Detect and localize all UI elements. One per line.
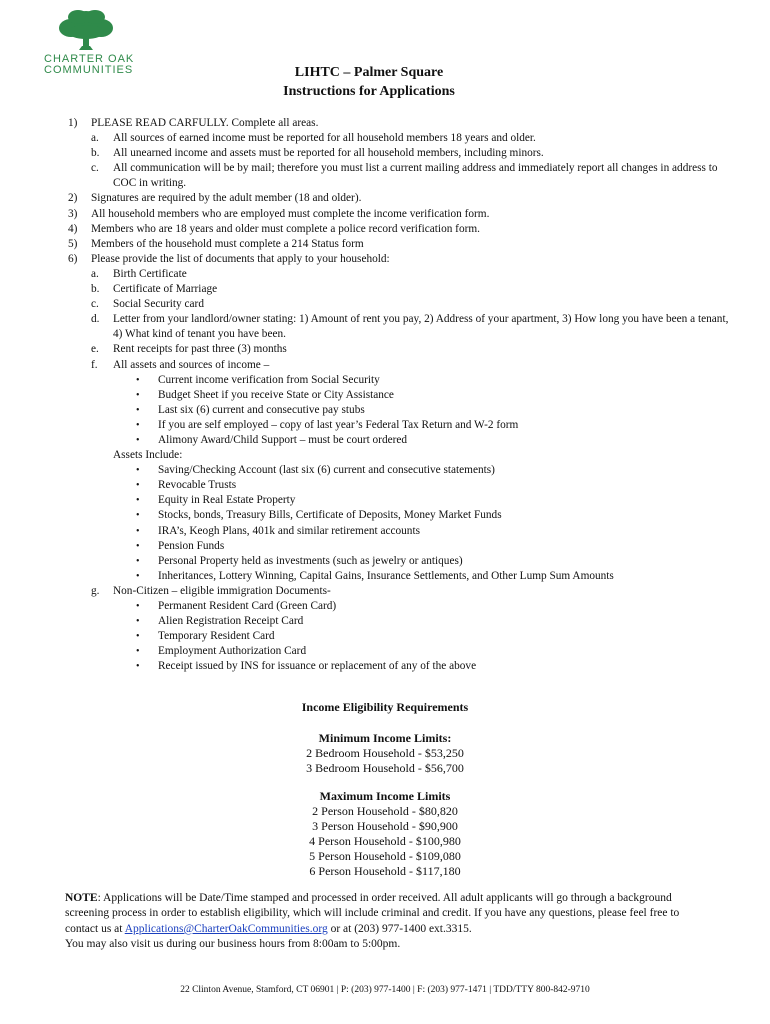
logo-line2: COMMUNITIES: [44, 64, 134, 76]
list-item: [0, 433, 770, 448]
maximum-income-block: [0, 789, 770, 879]
minimum-income-block: [0, 731, 770, 776]
maximum-income-heading: Maximum Income Limits: [319, 789, 451, 803]
assets-heading: [0, 448, 770, 463]
email-link[interactable]: Applications@CharterOakCommunities.org: [124, 922, 328, 935]
bullet-icon: •: [136, 525, 140, 537]
bullet-icon: •: [136, 389, 140, 401]
oak-tree-icon: [51, 8, 121, 54]
maximum-income-line: 6 Person Household - $117,180: [309, 864, 461, 878]
note-hours-text: You may also visit us during our business hours from 8:00am to 5:00pm.: [65, 938, 401, 951]
item-letter: a.: [91, 267, 99, 280]
item-text: Alien Registration Receipt Card: [158, 615, 304, 628]
bullet-icon: •: [136, 465, 140, 477]
maximum-income-line: 5 Person Household - $109,080: [309, 849, 461, 863]
item-letter: a.: [91, 132, 99, 145]
maximum-income-line: 4 Person Household - $100,980: [309, 834, 461, 848]
bullet-icon: •: [136, 570, 140, 582]
list-item: [0, 599, 770, 614]
income-heading: Income Eligibility Requirements: [301, 700, 469, 714]
minimum-income-line: 3 Bedroom Household - $56,700: [306, 761, 464, 775]
list-item: [0, 282, 770, 297]
list-item: [0, 342, 770, 357]
bullet-icon: •: [136, 555, 140, 567]
bullet-icon: •: [136, 601, 140, 612]
item-number: 3): [68, 207, 78, 220]
bullet-icon: •: [136, 480, 140, 492]
list-item: [0, 569, 770, 584]
bullet-icon: •: [136, 495, 140, 507]
list-item: [0, 418, 770, 433]
item-text: All unearned income and assets must be reported for all household members, including minors.: [113, 147, 544, 160]
item-letter: b.: [91, 147, 100, 160]
minimum-income-line: 2 Bedroom Household - $53,250: [306, 746, 464, 760]
item-text: All communication will be by mail; therefore you must list a current mailing address and immediately report all changes in address to COC in writing.: [113, 162, 718, 190]
list-item: [0, 267, 770, 282]
bullet-icon: •: [136, 419, 140, 431]
item-text: IRA’s, Keogh Plans, 401k and similar retirement accounts: [158, 524, 420, 537]
item-number: 1): [68, 117, 78, 129]
bullet-icon: •: [136, 540, 140, 552]
list-item: [0, 508, 770, 523]
logo-line1: CHARTER OAK: [44, 53, 135, 65]
list-item: [0, 191, 770, 206]
list-item: [0, 554, 770, 569]
list-item: [0, 478, 770, 493]
item-text: Social Security card: [113, 298, 204, 311]
item-text: Rent receipts for past three (3) months: [113, 343, 287, 356]
document-subtitle: Instructions for Applications: [283, 84, 455, 99]
item-text: Pension Funds: [158, 539, 225, 552]
list-item: [0, 161, 770, 191]
item-text: Members who are 18 years and older must complete a police record verification form.: [91, 222, 480, 235]
list-item: [0, 312, 770, 342]
minimum-income-heading: Minimum Income Limits:: [318, 731, 452, 745]
item-text: Birth Certificate: [113, 267, 187, 280]
item-text: Employment Authorization Card: [158, 645, 307, 658]
note-text: : Applications will be Date/Time stamped and processed in order received. All adult applicants will go through a background screening process in order to establish eligibility, which will include criminal and credit. If you have any questions, please feel free to contact us at: [65, 892, 680, 935]
item-text: Personal Property held as investments (such as jewelry or antiques): [158, 554, 463, 567]
item-text: Last six (6) current and consecutive pay stubs: [158, 403, 365, 416]
item-letter: c.: [91, 162, 99, 175]
bullet-icon: •: [136, 374, 140, 386]
list-item: [0, 539, 770, 554]
note-label: NOTE: [65, 892, 98, 904]
item-text: Receipt issued by INS for issuance or replacement of any of the above: [158, 660, 477, 673]
item-text: Revocable Trusts: [158, 479, 237, 492]
list-item: [0, 614, 770, 629]
list-item: [0, 584, 770, 599]
list-item: [0, 373, 770, 388]
item-text: All household members who are employed must complete the income verification form.: [91, 207, 490, 220]
list-item: [0, 493, 770, 508]
list-item: [0, 222, 770, 237]
item-text: All assets and sources of income –: [113, 358, 270, 371]
item-letter: d.: [91, 313, 100, 326]
list-item: [0, 146, 770, 161]
item-number: 6): [68, 252, 78, 265]
item-text: Please provide the list of documents that apply to your household:: [91, 252, 390, 265]
bullet-icon: •: [136, 434, 140, 446]
item-letter: e.: [91, 343, 99, 356]
bullet-icon: •: [136, 661, 140, 673]
item-text: Current income verification from Social Security: [158, 373, 380, 386]
list-item: [0, 524, 770, 539]
list-item: [0, 388, 770, 403]
list-item: [0, 116, 770, 131]
item-text: Temporary Resident Card: [158, 630, 275, 643]
item-text: Saving/Checking Account (last six (6) current and consecutive statements): [158, 464, 495, 477]
list-item: [0, 237, 770, 252]
item-letter: b.: [91, 283, 100, 296]
item-text: Signatures are required by the adult member (18 and older).: [91, 192, 362, 205]
item-text: All sources of earned income must be reported for all household members 18 years and older.: [113, 132, 536, 145]
bullet-icon: •: [136, 510, 140, 522]
item-text: Inheritances, Lottery Winning, Capital Gains, Insurance Settlements, and Other Lump Sum Amounts: [158, 569, 614, 582]
bullet-icon: •: [136, 616, 140, 628]
item-text: Stocks, bonds, Treasury Bills, Certificate of Deposits, Money Market Funds: [158, 509, 502, 522]
maximum-income-line: 2 Person Household - $80,820: [312, 804, 458, 818]
item-number: 2): [68, 192, 78, 205]
item-text: PLEASE READ CARFULLY. Complete all areas.: [91, 117, 319, 129]
note-phone-text: or at (203) 977-1400 ext.3315.: [327, 922, 472, 935]
instructions-list: [0, 116, 770, 674]
list-item: [0, 659, 770, 674]
list-item: [0, 463, 770, 478]
item-number: 4): [68, 222, 78, 235]
document-title: LIHTC – Palmer Square: [294, 65, 444, 80]
list-item: [0, 131, 770, 146]
item-text: Permanent Resident Card (Green Card): [158, 600, 337, 612]
list-item: [0, 252, 770, 267]
item-text: Certificate of Marriage: [113, 283, 218, 296]
footer-contact: 22 Clinton Avenue, Stamford, CT 06901 | P: (203) 977-1400 | F: (203) 977-1471 | TDD/TTY 800-842-9710: [180, 985, 590, 995]
list-item: [0, 629, 770, 644]
list-item: [0, 403, 770, 418]
item-text: Assets Include:: [113, 449, 183, 462]
item-text: If you are self employed – copy of last year’s Federal Tax Return and W-2 form: [158, 418, 519, 431]
item-text: Equity in Real Estate Property: [158, 494, 296, 507]
list-item: [0, 358, 770, 373]
maximum-income-line: 3 Person Household - $90,900: [312, 819, 458, 833]
bullet-icon: •: [136, 404, 140, 416]
item-text: Alimony Award/Child Support – must be court ordered: [158, 433, 408, 446]
list-item: [0, 297, 770, 312]
item-letter: g.: [91, 584, 100, 597]
item-letter: c.: [91, 298, 99, 311]
list-item: [0, 207, 770, 222]
list-item: [0, 644, 770, 659]
item-text: Non-Citizen – eligible immigration Documents-: [113, 584, 331, 597]
item-letter: f.: [91, 358, 98, 371]
item-text: Letter from your landlord/owner stating: 1) Amount of rent you pay, 2) Address of your apartment, 3) How long you have been a tenant, 4) What kind of tenant you have been.: [113, 313, 729, 341]
note-paragraph: [65, 891, 705, 953]
bullet-icon: •: [136, 631, 140, 643]
bullet-icon: •: [136, 646, 140, 658]
item-number: 5): [68, 237, 78, 250]
item-text: Members of the household must complete a 214 Status form: [91, 237, 364, 250]
item-text: Budget Sheet if you receive State or City Assistance: [158, 388, 394, 401]
